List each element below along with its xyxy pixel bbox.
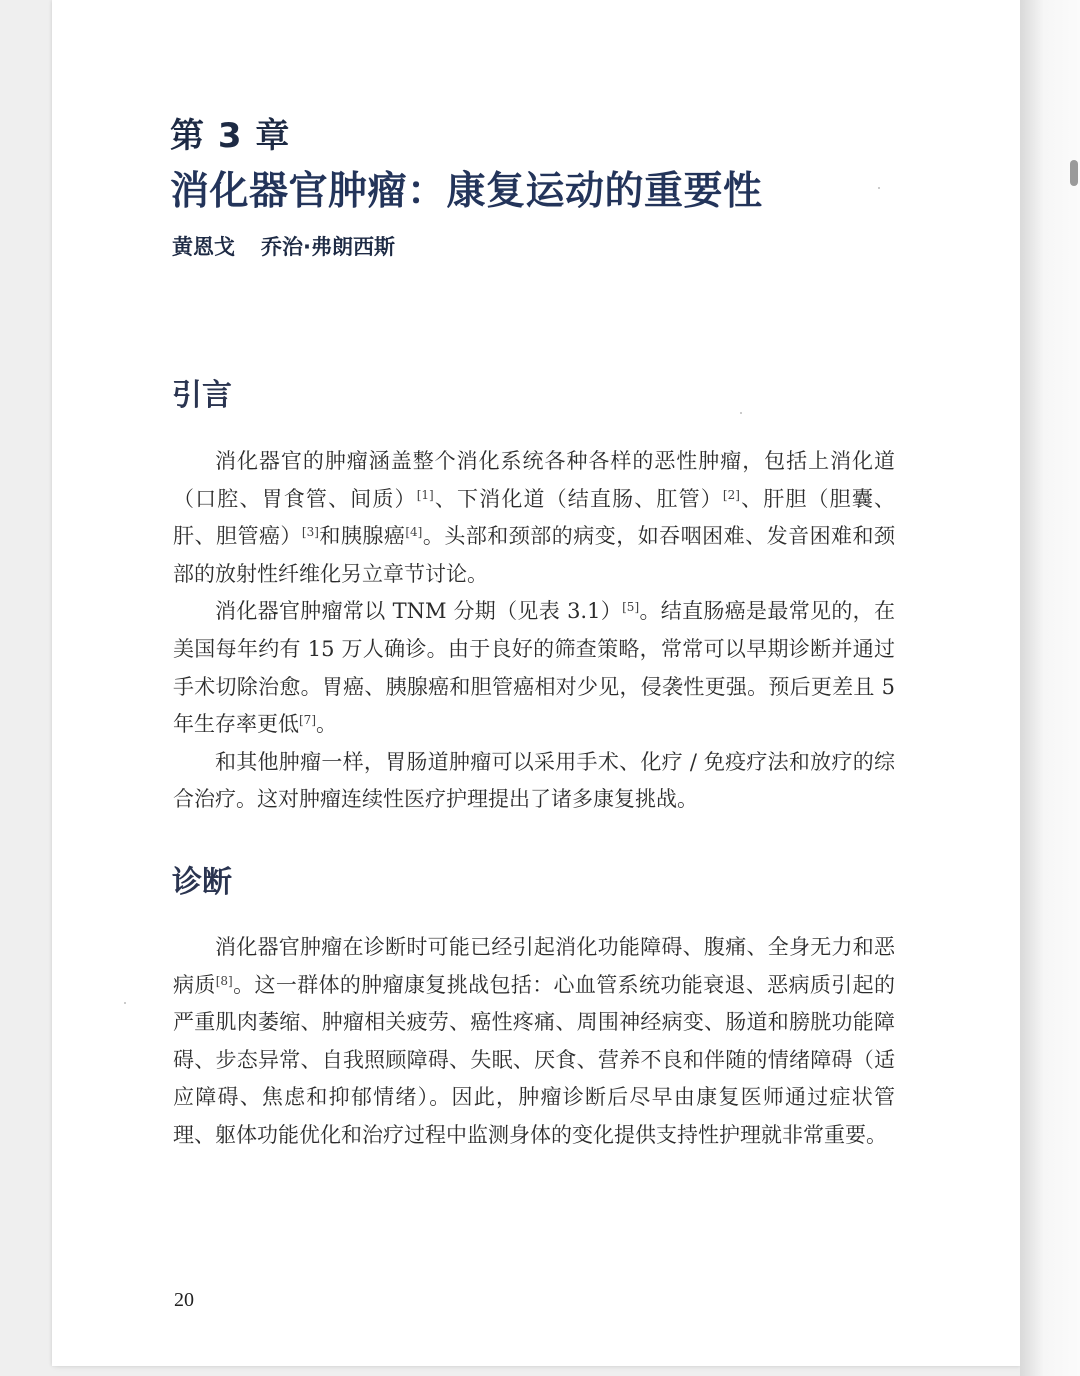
citation-marker: [2] <box>722 487 740 502</box>
scan-speck <box>878 187 880 189</box>
citation-marker: [4] <box>405 525 423 540</box>
scan-speck <box>124 1002 126 1004</box>
author-line <box>172 231 395 261</box>
section-body-introduction <box>173 443 895 819</box>
scan-speck <box>740 412 742 414</box>
chapter-number: 第 3 章 <box>170 116 291 156</box>
body-paragraph: 消化器官的肿瘤涵盖整个消化系统各种各样的恶性肿瘤，包括上消化道（口腔、胃食管、间质）[1]、下消化道（结直肠、肛管）[2]、肝胆（胆囊、肝、胆管癌）[3]和胰腺癌[4]。头部和颈部的病变，如吞咽困难、发音困难和颈部的放射性纤维化另立章节讨论。 <box>173 449 896 586</box>
citation-marker: [8] <box>215 973 233 988</box>
section-heading-introduction: 引言 <box>172 378 232 413</box>
citation-marker: [1] <box>416 487 434 502</box>
section-heading-diagnosis: 诊断 <box>172 865 232 900</box>
body-paragraph: 消化器官肿瘤常以 TNM 分期（见表 3.1）[5]。结直肠癌是最常见的，在美国每年约有 15 万人确诊。由于良好的筛查策略，常常可以早期诊断并通过手术切除治愈。胃癌、胰腺癌和胆管癌相对少见，侵袭性更强。预后更差且 5 年生存率更低[7]。 <box>173 599 895 737</box>
body-paragraph: 和其他肿瘤一样，胃肠道肿瘤可以采用手术、化疗 / 免疫疗法和放疗的综合治疗。这对肿瘤连续性医疗护理提出了诸多康复挑战。 <box>173 749 895 812</box>
section-body-diagnosis <box>173 929 895 1155</box>
citation-marker: [3] <box>301 525 319 540</box>
author-name: 黄恩戈 <box>172 235 235 259</box>
citation-marker: [7] <box>299 713 316 728</box>
adjacent-page-edge <box>1020 0 1080 1376</box>
page-number: 20 <box>174 1289 194 1311</box>
citation-marker: [5] <box>622 600 640 615</box>
chapter-title: 消化器官肿瘤：康复运动的重要性 <box>170 169 763 214</box>
author-name: 乔治·弗朗西斯 <box>261 235 395 259</box>
scrollbar-thumb[interactable] <box>1070 160 1078 186</box>
body-paragraph: 消化器官肿瘤在诊断时可能已经引起消化功能障碍、腹痛、全身无力和恶病质[8]。这一群体的肿瘤康复挑战包括：心血管系统功能衰退、恶病质引起的严重肌肉萎缩、肿瘤相关疲劳、癌性疼痛、周围神经病变、肠道和膀胱功能障碍、步态异常、自我照顾障碍、失眠、厌食、营养不良和伴随的情绪障碍（适应障碍、焦虑和抑郁情绪）。因此，肿瘤诊断后尽早由康复医师通过症状管理、躯体功能优化和治疗过程中监测身体的变化提供支持性护理就非常重要。 <box>173 935 896 1147</box>
